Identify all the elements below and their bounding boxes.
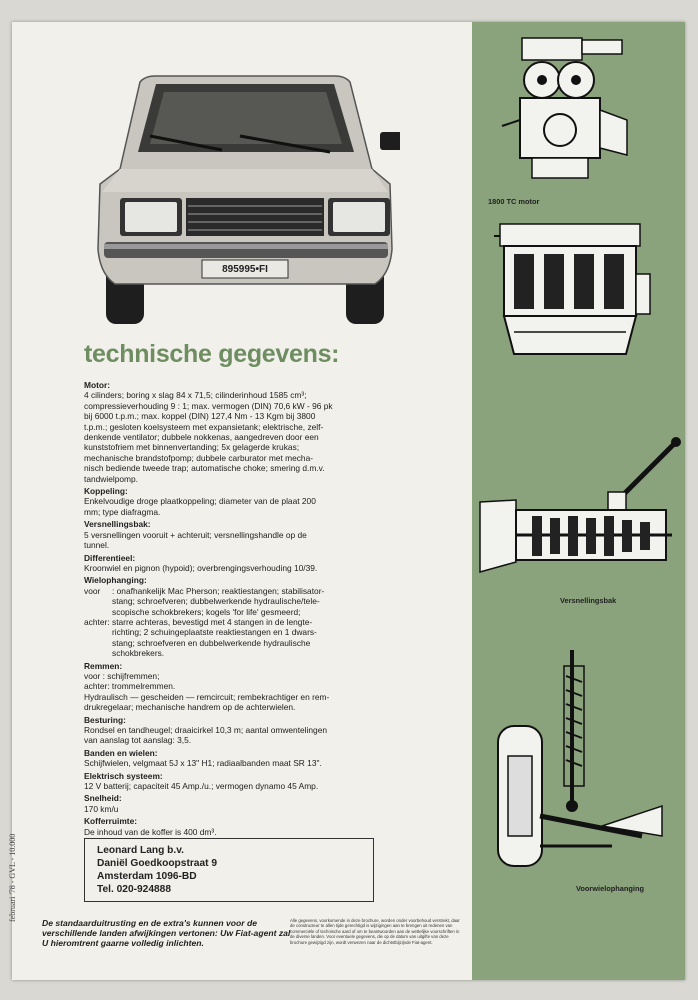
spec-heading-snelheid: Snelheid: [84,793,122,804]
spec-motor-line: compressieverhouding 9 : 1; max. vermogen (DIN) 70,6 kW - 96 pk [84,400,333,411]
spec-remmen-line: voor : schijfremmen; [84,670,160,681]
engine-side-drawing [490,214,660,364]
spec-banden-line: Schijfwielen, velgmaat 5J x 13" H1; radiaalbanden maat SR 13". [84,758,322,769]
spec-heading-motor: Motor: [84,380,111,390]
spec-heading-koppeling: Koppeling: [84,486,128,497]
spec-wielophanging-line: scopische schokbrekers; kogels 'for life' gesmeerd; [112,606,301,617]
print-code: februari '78 - GVL - 10.000 [8,833,17,922]
spec-wielophanging-line: : onafhankelijk Mac Pherson; reaktiestangen; stabilisator- [112,585,325,596]
spec-koppeling-line: mm; type diafragma. [84,506,161,517]
spec-motor-line: t.p.m.; gesloten koelsysteem met expansietank; elektrische, zelf- [84,421,324,432]
dealer-city: Amsterdam 1096-BD [97,871,197,882]
gearbox-drawing [476,432,684,582]
equipment-note: De standaarduitrusting en de extra's kunnen voor de verschillende landen afwijkingen vertonen: Uw Fiat-agent zal U hieromtrent gaarne volledig inlichten. [42,918,291,949]
dealer-address-box [84,838,374,902]
spec-versnellingsbak-line: 5 versnellingen vooruit + achteruit; versnellingshandle op de [84,529,307,540]
engine-front-drawing [492,30,642,185]
dealer-street: Daniël Goedkoopstraat 9 [97,858,218,869]
spec-remmen-line: drukregelaar; mechanische handrem op de achterwielen. [84,702,296,713]
spec-motor-line: 4 cilinders; boring x slag 84 x 71,5; cilinderinhoud 1585 cm³; [84,390,307,401]
front-suspension-drawing [492,646,672,876]
spec-kofferruimte-line: De inhoud van de koffer is 400 dm³. [84,826,217,837]
spec-besturing-line: van aanslag tot aanslag: 3,5. [84,735,192,746]
spec-snelheid-line: 170 km/u [84,803,119,814]
spec-label-voor: voor [84,585,101,596]
spec-label-achter: achter: [84,616,110,627]
caption-versnellingsbak: Versnellingsbak [560,596,617,605]
dealer-name: Leonard Lang b.v. [97,845,184,856]
spec-koppeling-line: Enkelvoudige droge plaatkoppeling; diameter van de plaat 200 [84,496,316,507]
spec-motor-line: mechanische brandstofpomp; dubbele carburator met mecha- [84,452,314,463]
car-front-photo [90,74,400,332]
spec-heading-besturing: Besturing: [84,714,126,725]
dealer-phone: Tel. 020-924888 [97,884,172,895]
spec-heading-banden: Banden en wielen: [84,747,158,758]
spec-heading-kofferruimte: Kofferruimte: [84,816,138,827]
spec-motor-line: denkende ventilator; dubbele nokkenas, aangedreven door een [84,432,319,443]
spec-wielophanging-achter [84,617,402,659]
spec-motor-line: kunststofriem met binnenvertanding; 5x gelagerde krukas; [84,442,300,453]
brochure-page [8,22,685,980]
spec-motor-line: nisch bediende tweede trap; automatische choke; smering d.m.v. [84,463,325,474]
spec-remmen-line: achter: trommelremmen. [84,681,176,692]
spec-motor-line: tandwielpomp. [84,473,139,484]
spec-list [84,378,402,837]
spec-elektrisch-line: 12 V batterij; capaciteit 45 Amp./u.; vermogen dynamo 45 Amp. [84,781,319,792]
spec-motor-line: bij 6000 t.p.m.; max. koppel (DIN) 127,4 Nm - 13 Kgm bij 3800 [84,411,316,422]
caption-motor: 1800 TC motor [488,197,540,206]
spec-heading-wielophanging: Wielophanging: [84,575,147,586]
spec-heading-elektrisch: Elektrisch systeem: [84,770,163,781]
spec-wielophanging-line: starre achteras, bevestigd met 4 stangen in de lengte- [112,616,313,627]
spec-differentieel-line: Kroonwiel en pignon (hypoid); overbrengingsverhouding 10/39. [84,562,318,573]
license-plate: 895995•FI [222,264,268,275]
spec-heading-differentieel: Differentieel: [84,552,136,563]
spec-wielophanging-line: schokbrekers. [112,648,165,659]
caption-voorwielophanging: Voorwielophanging [576,884,645,893]
spec-wielophanging-line: stang; schroefveren; dubbelwerkende hydraulische/tele- [112,596,320,607]
spec-versnellingsbak-line: tunnel. [84,540,110,551]
spec-wielophanging-line: stang; schroefveren en dubbelwerkende hydraulische [112,637,311,648]
disclaimer-fine-print: Alle gegevens, voorkomende in deze brochure, worden onder voorbehoud verstrekt, daar de constructeur te allen tijde gerechtigd is wijzigingen aan te brengen uit redenen van commerciële of technische aard of om te beantwoorden aan de wettelijke voorschriften in de diverse landen. Voor eventuele gegevens, die op de datum van uitgifte van deze brochure gewijzigd zijn, wordt verwezen naar de dichtstbijzijnde Fiat-agent. [290,918,460,945]
spec-remmen-line: Hydraulisch — gescheiden — remcircuit; rembekrachtiger en rem- [84,691,330,702]
page-title: technische gegevens: [84,340,340,368]
spec-wielophanging-voor [84,586,402,617]
spec-besturing-line: Rondsel en tandheugel; draaicirkel 10,3 m; aantal omwentelingen [84,725,328,735]
spec-heading-versnellingsbak: Versnellingsbak: [84,519,151,530]
spec-heading-remmen: Remmen: [84,660,123,671]
illustration-panel [472,22,685,980]
spec-wielophanging-line: richting; 2 schuingeplaatste reaktiestangen en 1 dwars- [112,627,317,638]
